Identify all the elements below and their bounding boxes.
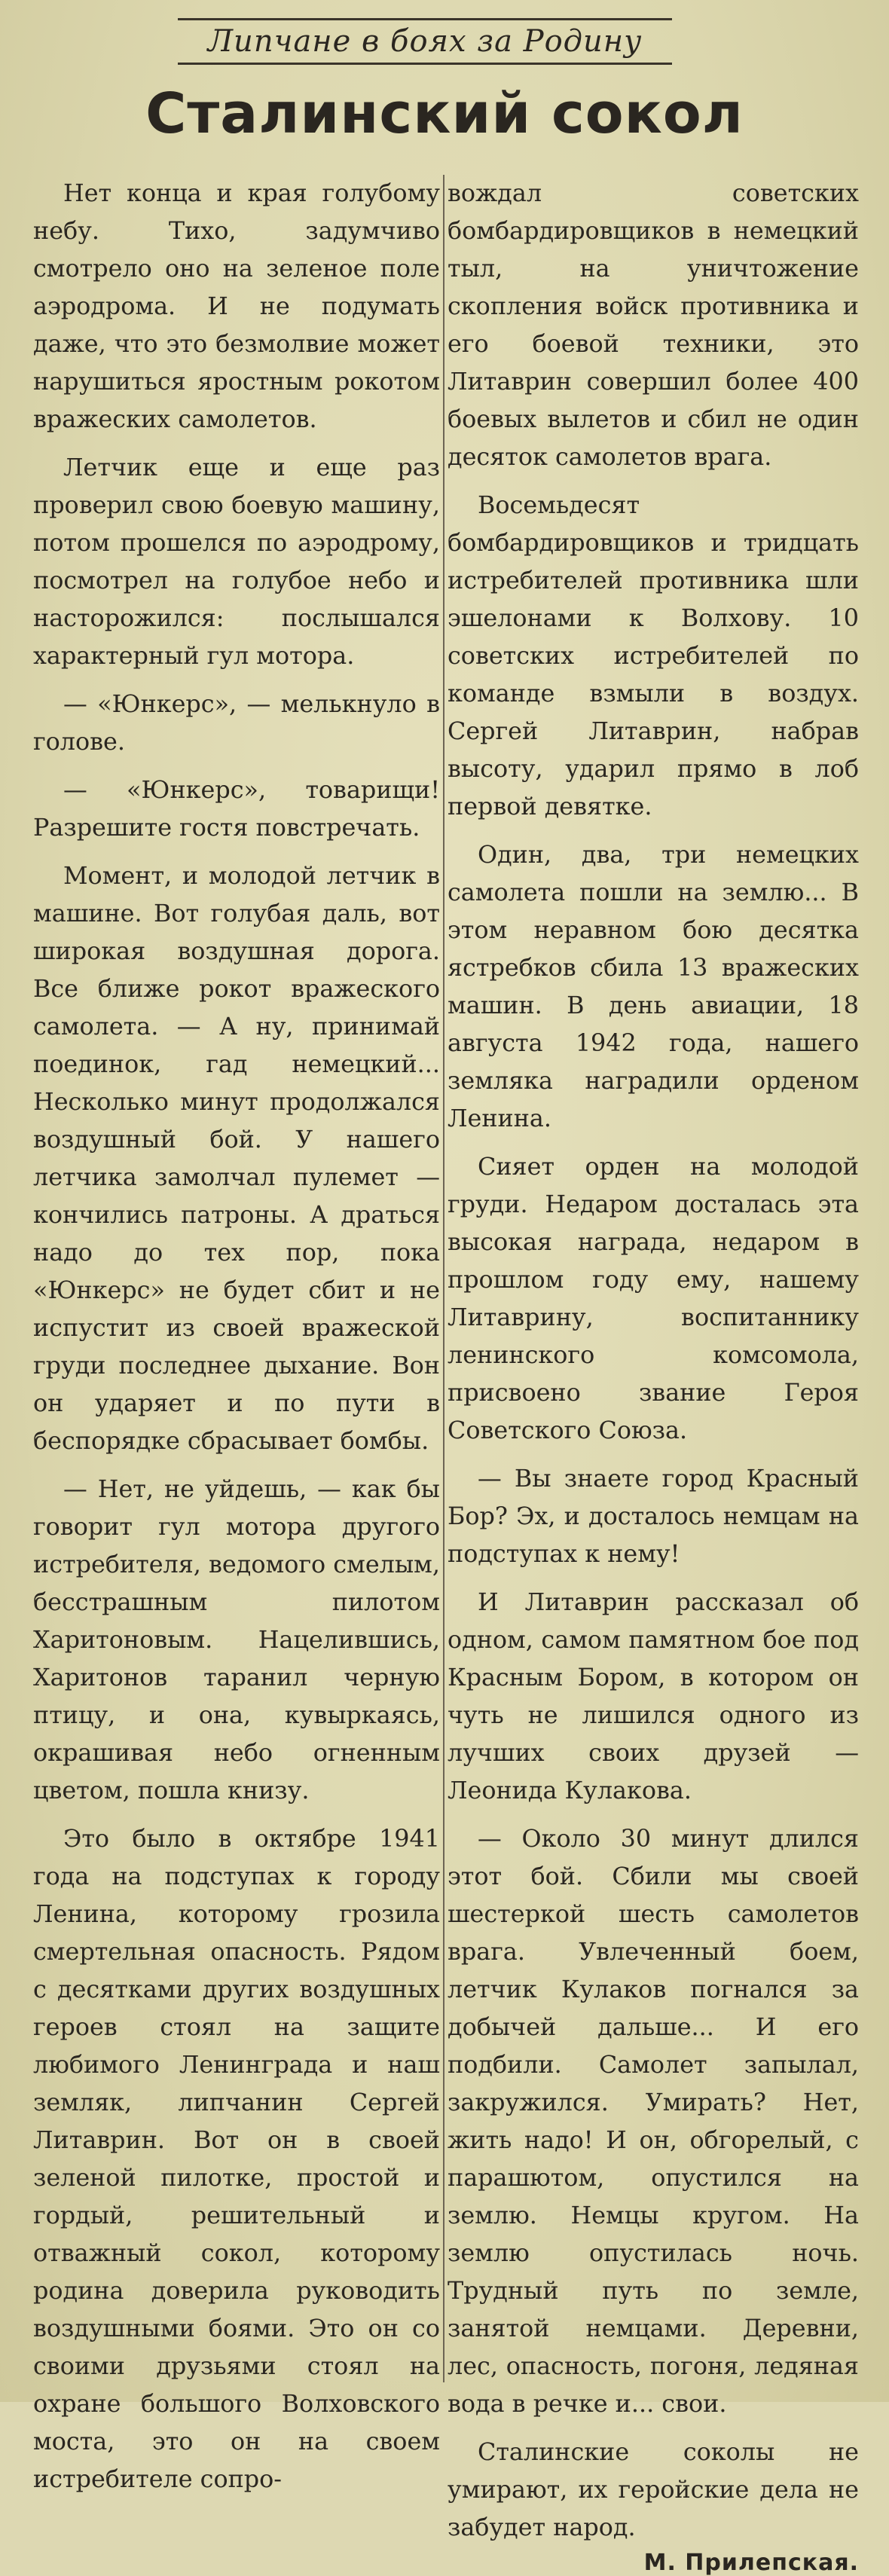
left-column xyxy=(33,175,440,2493)
paragraph: — «Юнкерс», — мелькнуло в голове. xyxy=(33,690,440,756)
paragraph: Нет конца и края голубому небу. Тихо, задумчиво смотрело оно на зеленое поле аэродрома. И не подумать даже, что это безмолвие может нарушиться яростным рокотом вражеских самолетов. xyxy=(33,179,440,433)
paragraph: — «Юнкерс», товарищи! Разрешите гостя повстречать. xyxy=(33,776,440,842)
paragraph: вождал советских бомбардировщиков в немецкий тыл, на уничтожение скопления войск противника и его боевой техники, это Литаврин совершил более 400 боевых вылетов и сбил не один десяток самолетов врага. xyxy=(448,179,859,471)
column-divider xyxy=(443,175,444,2382)
paragraph: Это было в октябре 1941 года на подступах к городу Ленина, которому грозила смертельная опасность. Рядом с десятками других воздушных героев стоял на защите любимого Ленинграда и наш земляк, липчанин Сергей Литаврин. Вот он в своей зеленой пилотке, простой и гордый, решительный и отважный сокол, которому родина доверила руководить воздушными боями. Это он со своими друзьями стоял на охране большого Волховского моста, это он на своем истребителе сопро- xyxy=(33,1825,440,2493)
paragraph: Восемьдесят бомбардировщиков и тридцать истребителей противника шли эшелонами к Волхову. 10 советских истребителей по команде взмыли в воздух. Сергей Литаврин, набрав высоту, ударил прямо в лоб первой девятке. xyxy=(448,491,859,820)
paragraph: — Нет, не уйдешь, — как бы говорит гул мотора другого истребителя, ведомого смелым, бесстрашным пилотом Харитоновым. Нацелившись, Харитонов таранил черную птицу, и она, кувыркаясь, окрашивая небо огненным цветом, пошла книзу. xyxy=(33,1475,440,1804)
paragraph: Летчик еще и еще раз проверил свою боевую машину, потом прошелся по аэродрому, посмотрел на голубое небо и насторожился: послышался характерный гул мотора. xyxy=(33,454,440,670)
article-title: Сталинский сокол xyxy=(145,81,744,146)
paragraph: — Около 30 минут длился этот бой. Сбили мы своей шестеркой шесть самолетов врага. Увлеченный боем, летчик Кулаков погнался за добычей дальше... И его подбили. Самолет запылал, закружился. Умирать? Нет, жить надо! И он, обгорелый, с парашютом, опустился на землю. Немцы кругом. На землю опустилась ночь. Трудный путь по земле, занятой немцами. Деревни, лес, опасность, погоня, ледяная вода в речке и... свои. xyxy=(448,1825,859,2418)
paragraph: Сталинские соколы не умирают, их геройские дела не забудет народ. xyxy=(448,2438,859,2541)
paragraph: И Литаврин рассказал об одном, самом памятном бое под Красным Бором, в котором он чуть не лишился одного из лучших своих друзей — Леонида Кулакова. xyxy=(448,1588,859,1804)
paragraph: Один, два, три немецких самолета пошли на землю... В этом неравном бою десятка ястребков сбила 13 вражеских машин. В день авиации, 18 августа 1942 года, нашего земляка наградили орденом Ленина. xyxy=(448,841,859,1132)
paragraph: Сияет орден на молодой груди. Недаром досталась эта высокая награда, недаром в прошлом году ему, нашему Литаврину, воспитаннику ленинского комсомола, присвоено звание Героя Советского Союза. xyxy=(448,1153,859,1444)
paragraph: Момент, и молодой летчик в машине. Вот голубая даль, вот широкая воздушная дорога. Все ближе рокот вражеского самолета. — А ну, принимай поединок, гад немецкий... Несколько минут продолжался воздушный бой. У нашего летчика замолчал пулемет — кончились патроны. А драться надо до тех пор, пока «Юнкерс» не будет сбит и не испустит из своей вражеской груди последнее дыхание. Вон он ударяет и по пути в беспорядке сбрасывает бомбы. xyxy=(33,862,440,1455)
section-rubric: Липчане в боях за Родину xyxy=(178,18,672,65)
paragraph: — Вы знаете город Красный Бор? Эх, и досталось немцам на подступах к нему! xyxy=(448,1465,859,1568)
author-signature: М. Прилепская. xyxy=(643,2550,859,2576)
right-column xyxy=(448,175,859,2576)
